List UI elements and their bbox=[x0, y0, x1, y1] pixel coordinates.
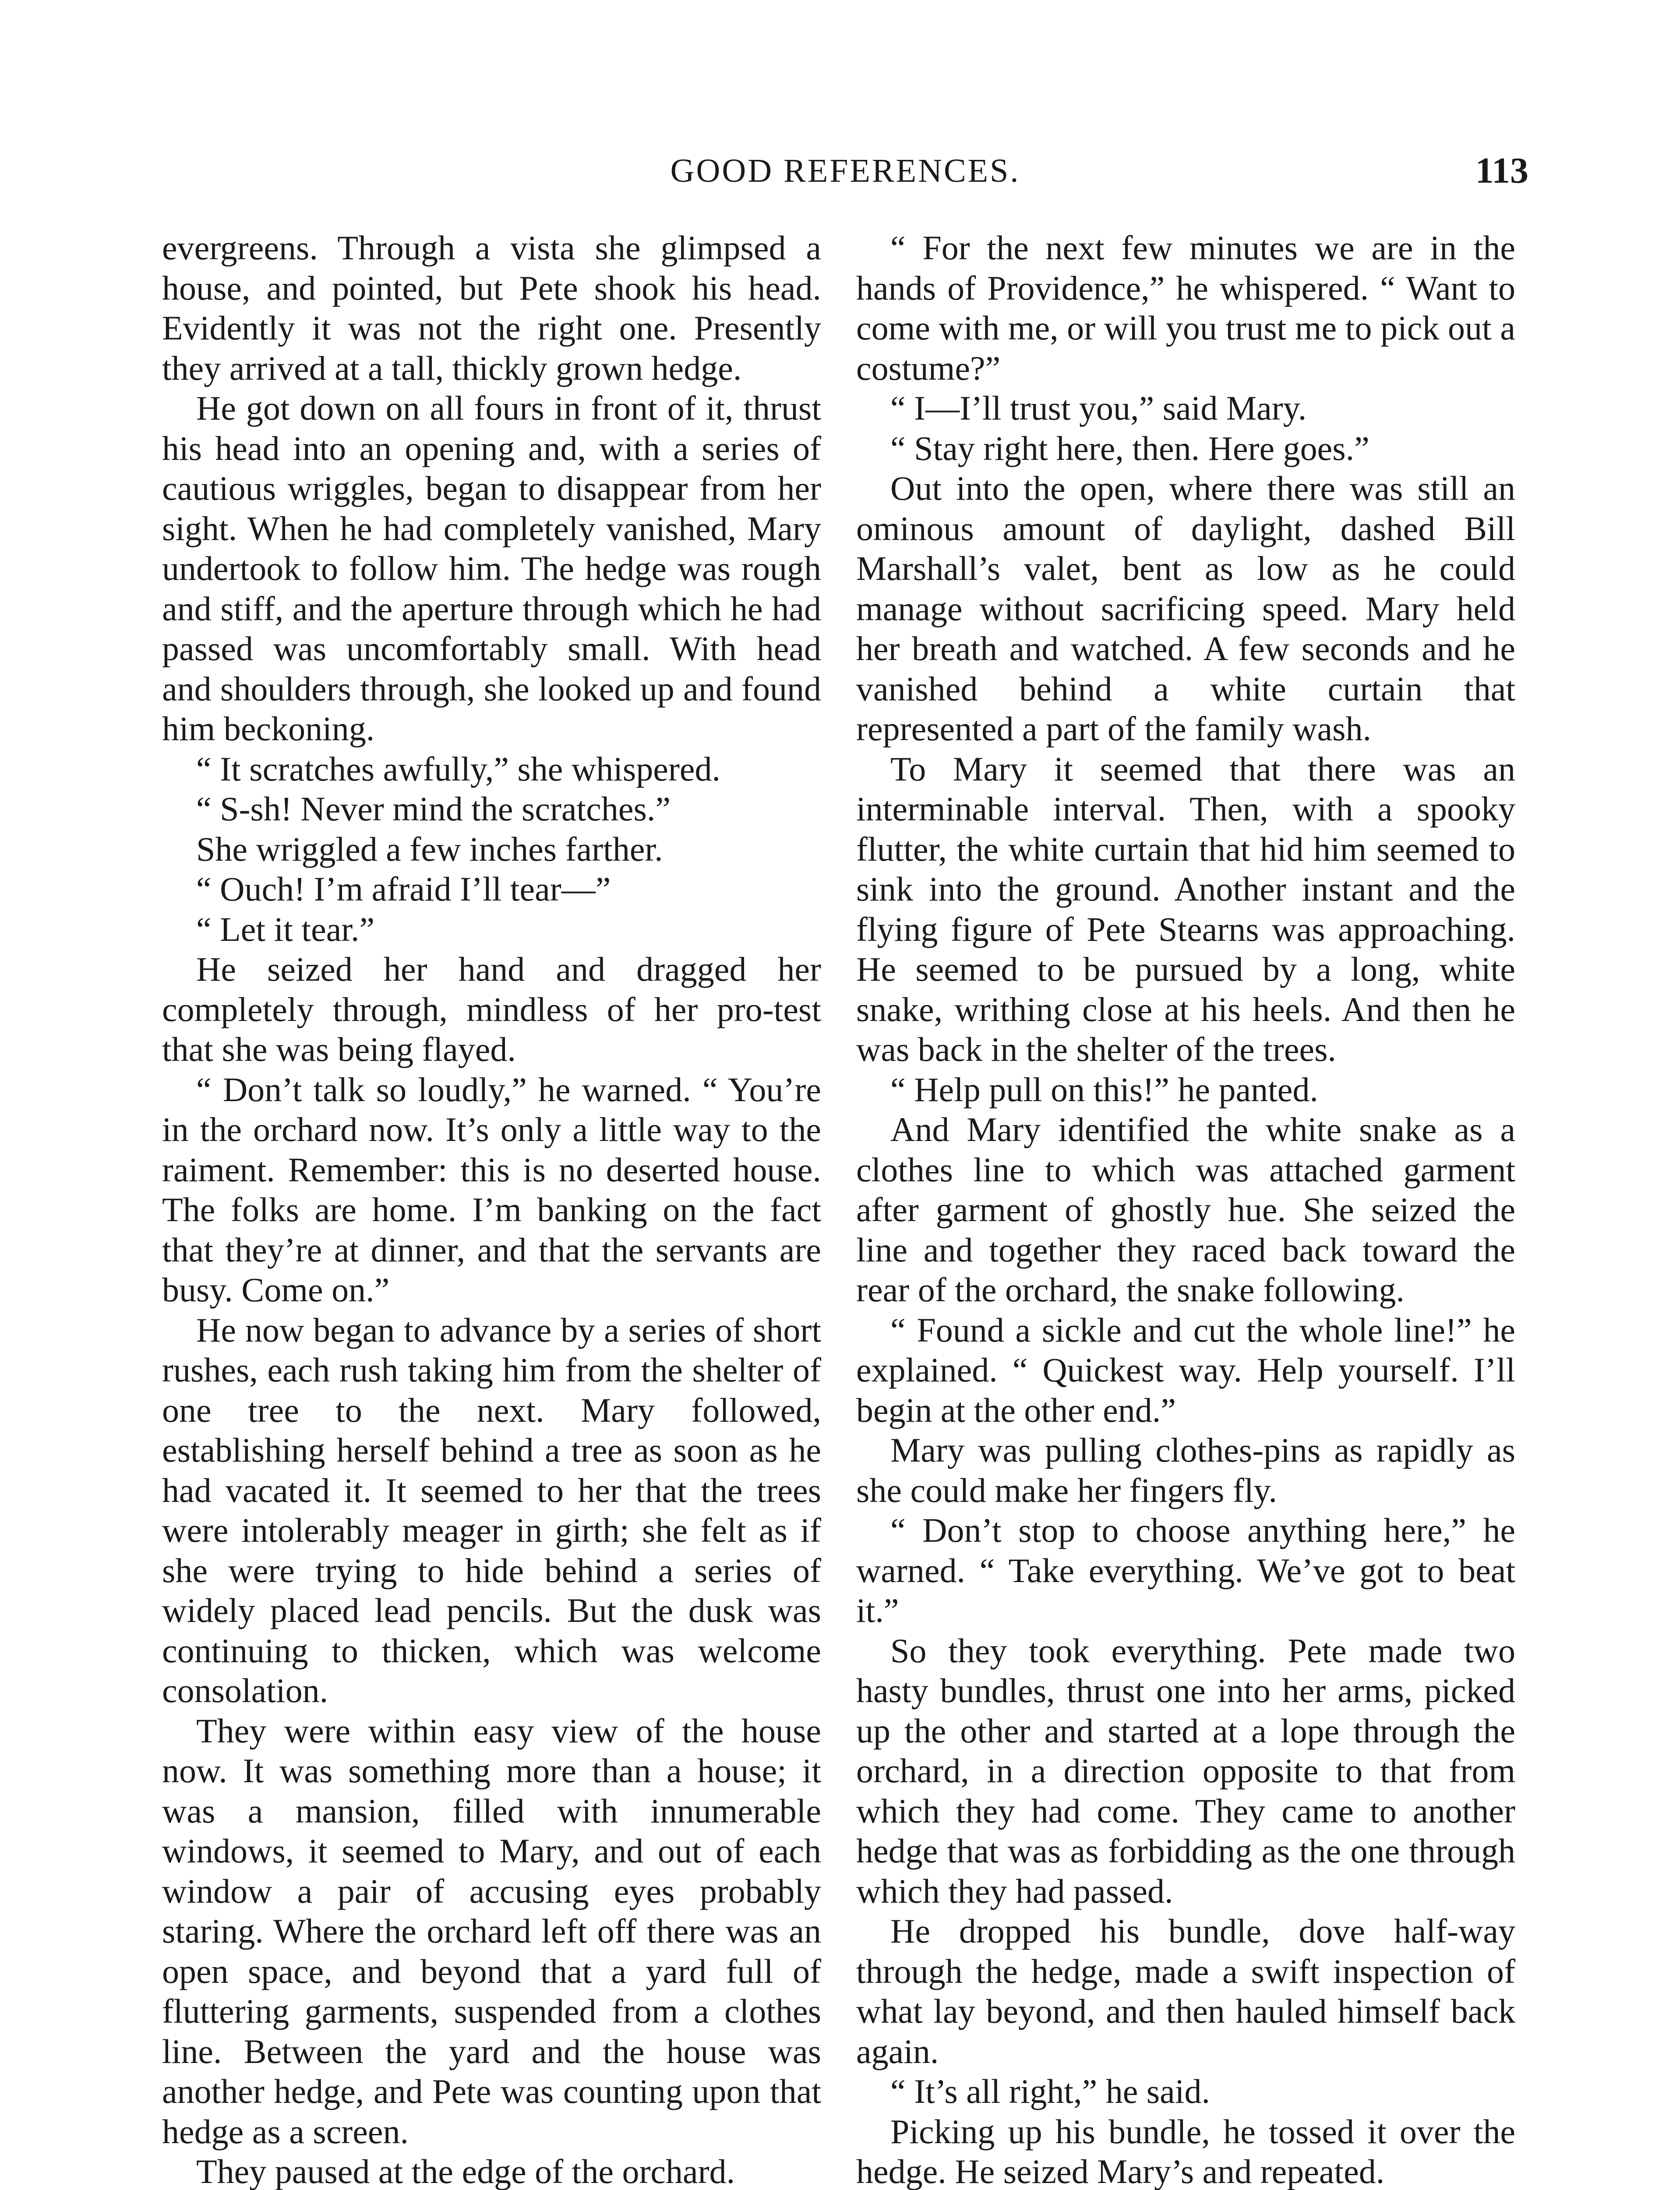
paragraph: He dropped his bundle, dove half-way through the hedge, made a swift inspection of what lay beyond, and then hauled himself back again. bbox=[856, 1912, 1515, 2070]
paragraph: Picking up his bundle, he tossed it over the hedge. He seized Mary’s and repeated. bbox=[856, 2112, 1515, 2190]
paragraph: “ Stay right here, then. Here goes.” bbox=[890, 429, 1369, 467]
paragraph: “ Found a sickle and cut the whole line!” he explained. “ Quickest way. Help yourself. I’ll begin at the other end.” bbox=[856, 1310, 1515, 1429]
paragraph: Out into the open, where there was still an ominous amount of daylight, dashed Bill Marshall’s valet, bent as low as he could manage without sacrificing speed. Mary held her breath and watched. A few seconds and he vanished behind a white curtain that represented a part of the family wash. bbox=[856, 469, 1515, 748]
paragraph: “ Don’t talk so loudly,” he warned. “ You’re in the orchard now. It’s only a little way to the raiment. Remember: this is no deserted house. The folks are home. I’m banking on the fact that they’re at dinner, and that the servants are busy. Come on.” bbox=[162, 1070, 821, 1309]
right-column bbox=[856, 228, 1515, 2190]
paragraph: “ Let it tear.” bbox=[196, 910, 375, 948]
paragraph: “ It scratches awfully,” she whispered. bbox=[196, 749, 720, 788]
paragraph: evergreens. Through a vista she glimpsed a house, and pointed, but Pete shook his head. Evidently it was not the right one. Presently they arrived at a tall, thickly grown hedge. bbox=[162, 229, 821, 387]
page-header bbox=[162, 145, 1528, 206]
paragraph: “ Ouch! I’m afraid I’ll tear—” bbox=[196, 870, 611, 908]
paragraph: They were within easy view of the house now. It was something more than a house; it was a mansion, filled with innumerable windows, it seemed to Mary, and out of each window a pair of accusing eyes probably staring. Where the orchard left off there was an open space, and beyond that a yard full of fluttering garments, suspended from a clothes line. Between the yard and the house was another hedge, and Pete was counting upon that hedge as a screen. bbox=[162, 1711, 821, 2151]
paragraph: She wriggled a few inches farther. bbox=[196, 830, 663, 868]
paragraph: “ It’s all right,” he said. bbox=[890, 2072, 1210, 2110]
paragraph: “ For the next few minutes we are in the hands of Providence,” he whispered. “ Want to come with me, or will you trust me to pick out a costume?” bbox=[856, 229, 1515, 387]
paragraph: They paused at the edge of the orchard. bbox=[196, 2152, 735, 2190]
paragraph: “ Don’t stop to choose anything here,” he warned. “ Take everything. We’ve got to beat it.” bbox=[856, 1511, 1515, 1629]
paragraph: He now began to advance by a series of short rushes, each rush taking him from the shelter of one tree to the next. Mary followed, establishing herself behind a tree as soon as he had vacated it. It seemed to her that the trees were intolerably meager in girth; she felt as if she were trying to hide behind a series of widely placed lead pencils. But the dusk was continuing to thicken, which was welcome consolation. bbox=[162, 1310, 821, 1710]
page-number: 113 bbox=[1475, 150, 1528, 191]
paragraph: “ S-sh! Never mind the scratches.” bbox=[196, 790, 671, 828]
left-column bbox=[162, 228, 821, 2190]
paragraph: He seized her hand and dragged her completely through, mindless of her pro-test that she was being flayed. bbox=[162, 950, 821, 1068]
paragraph: He got down on all fours in front of it, thrust his head into an opening and, with a series of cautious wriggles, began to disappear from her sight. When he had completely vanished, Mary undertook to follow him. The hedge was rough and stiff, and the aperture through which he had passed was uncomfortably small. With head and shoulders through, she looked up and found him beckoning. bbox=[162, 389, 821, 748]
paragraph: And Mary identified the white snake as a clothes line to which was attached garment after garment of ghostly hue. She seized the line and together they raced back toward the rear of the orchard, the snake following. bbox=[856, 1110, 1515, 1309]
paragraph: So they took everything. Pete made two hasty bundles, thrust one into her arms, picked up the other and started at a lope through the orchard, in a direction opposite to that from which they had come. They came to another hedge that was as forbidding as the one through which they had passed. bbox=[856, 1631, 1515, 1910]
paragraph: “ I—I’ll trust you,” said Mary. bbox=[890, 389, 1307, 427]
running-head: GOOD REFERENCES. bbox=[670, 152, 1020, 189]
paragraph: “ Help pull on this!” he panted. bbox=[890, 1070, 1318, 1109]
paragraph: To Mary it seemed that there was an interminable interval. Then, with a spooky flutter, the white curtain that hid him seemed to sink into the ground. Another instant and the flying figure of Pete Stearns was approaching. He seemed to be pursued by a long, white snake, writhing close at his heels. And then he was back in the shelter of the trees. bbox=[856, 749, 1515, 1068]
paragraph: Mary was pulling clothes-pins as rapidly as she could make her fingers fly. bbox=[856, 1431, 1515, 1509]
